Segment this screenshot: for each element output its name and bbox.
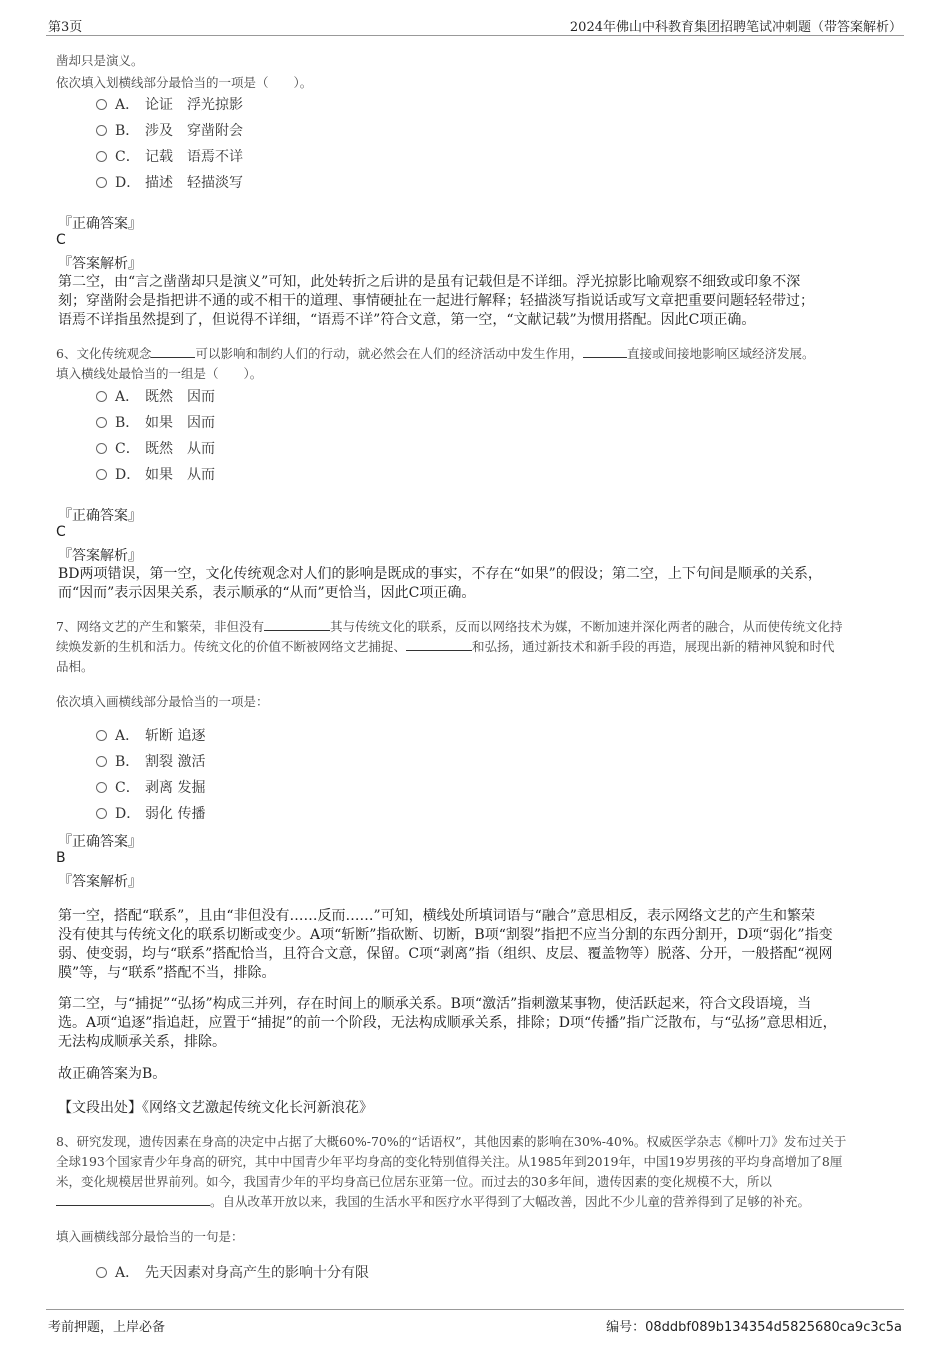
q8-blank <box>56 1194 210 1206</box>
q7-option-a[interactable]: A． 斩断 追逐 <box>96 725 205 745</box>
q5-analysis-label: 『答案解析』 <box>58 256 142 272</box>
q7-analysis-line: 选。A项“追逐”指追赶，应置于“捕捉”的前一个阶段，无法构成顺承关系，排除；D项“传播”指广泛散布，与“弘扬”意思相近， <box>58 1015 837 1031</box>
q7-analysis-line: 没有使其与传统文化的联系切断或变少。A项“斩断”指砍断、切断，B项“割裂”指把不应当分割的东西分割开，D项“弱化”指变 <box>58 927 833 943</box>
q7-analysis-line: 第一空，搭配“联系”，且由“非但没有……反而……”可知，横线处所填词语与“融合”意思相反，表示网络文艺的产生和繁荣 <box>58 908 815 924</box>
q6-stem: 6、文化传统观念 可以影响和制约人们的行动，就必然会在人们的经济活动中发生作用， 直接或间接地影响区域经济发展。 <box>56 346 815 361</box>
radio-icon[interactable] <box>96 730 107 741</box>
q7-option-d[interactable]: D． 弱化 传播 <box>96 803 205 823</box>
radio-icon[interactable] <box>96 99 107 110</box>
document-title: 2024年佛山中科教育集团招聘笔试冲刺题（带答案解析） <box>569 20 902 35</box>
q5-analysis-line: 语焉不详指虽然提到了，但说得不详细，“语焉不详”符合文意，第一空，“文献记载”为惯用搭配。因此C项正确。 <box>58 312 756 328</box>
radio-icon[interactable] <box>96 177 107 188</box>
q5-answer: C <box>56 232 66 248</box>
q7-analysis-line: 第二空，与“捕捉”“弘扬”构成三并列，存在时间上的顺承关系。B项“激活”指刺激某事物，使活跃起来，符合文段语境，当 <box>58 996 812 1012</box>
q7-stem-line: 7、网络文艺的产生和繁荣，非但没有 其与传统文化的联系，反而以网络技术为媒，不断加速并深化两者的融合，从而使传统文化持 <box>56 619 843 634</box>
q7-option-c[interactable]: C． 剥离 发掘 <box>96 777 205 797</box>
q7-answer-label: 『正确答案』 <box>58 834 142 850</box>
q5-option-c[interactable]: C． 记载 语焉不详 <box>96 146 243 166</box>
radio-icon[interactable] <box>96 808 107 819</box>
q7-answer: B <box>56 850 66 866</box>
q8-stem-line: 。自从改革开放以来，我国的生活水平和医疗水平得到了大幅改善，因此不少儿童的营养得到了足够的补充。 <box>56 1192 810 1210</box>
q8-stem-line: 全球193个国家青少年身高的研究，其中中国青少年平均身高的变化特别值得关注。从1985年到2019年，中国19岁男孩的平均身高增加了8厘 <box>56 1154 843 1169</box>
q7-stem-line: 续焕发新的生机和活力。传统文化的价值不断被网络文艺捕捉、 和弘扬，通过新技术和新手段的再造，展现出新的精神风貌和时代 <box>56 639 835 654</box>
q5-option-d[interactable]: D． 描述 轻描淡写 <box>96 172 243 192</box>
radio-icon[interactable] <box>96 443 107 454</box>
q7-option-b[interactable]: B． 割裂 激活 <box>96 751 205 771</box>
radio-icon[interactable] <box>96 469 107 480</box>
q6-blank-2 <box>583 346 627 358</box>
page-footer <box>46 1309 904 1335</box>
page-number: 第3页 <box>48 20 83 35</box>
footer-slogan: 考前押题，上岸必备 <box>48 1320 166 1335</box>
q7-analysis-label: 『答案解析』 <box>58 874 142 890</box>
q6-option-b[interactable]: B． 如果 因而 <box>96 412 215 432</box>
q6-option-a[interactable]: A． 既然 因而 <box>96 386 215 406</box>
q8-option-a[interactable]: A． 先天因素对身高产生的影响十分有限 <box>96 1262 369 1282</box>
q5-answer-label: 『正确答案』 <box>58 216 142 232</box>
q7-prompt: 依次填入画横线部分最恰当的一项是： <box>56 694 269 709</box>
q7-stem-line: 品相。 <box>56 659 94 674</box>
radio-icon[interactable] <box>96 782 107 793</box>
radio-icon[interactable] <box>96 391 107 402</box>
radio-icon[interactable] <box>96 756 107 767</box>
q5-prompt: 依次填入划横线部分最恰当的一项是（ ）。 <box>56 75 313 90</box>
radio-icon[interactable] <box>96 1267 107 1278</box>
q6-prompt: 填入横线处最恰当的一组是（ ）。 <box>56 366 263 381</box>
q5-analysis-line: 第二空，由“言之凿凿却只是演义”可知，此处转折之后讲的是虽有记载但是不详细。浮光掠影比喻观察不细致或印象不深 <box>58 274 801 290</box>
radio-icon[interactable] <box>96 151 107 162</box>
radio-icon[interactable] <box>96 125 107 136</box>
q8-prompt: 填入画横线部分最恰当的一句是： <box>56 1229 244 1244</box>
page-header <box>46 14 904 36</box>
q5-analysis-line: 刻；穿凿附会是指把讲不通的或不相干的道理、事情硬扯在一起进行解释；轻描淡写指说话或写文章把重要问题轻轻带过； <box>58 293 814 309</box>
q6-answer-label: 『正确答案』 <box>58 508 142 524</box>
q7-blank-1 <box>264 619 330 631</box>
document-code: 编号：08ddbf089b134354d5825680ca9c3c5a <box>606 1320 902 1335</box>
q6-answer: C <box>56 524 66 540</box>
q6-analysis-line: 而“因而”表示因果关系，表示顺承的“从而”更恰当，因此C项正确。 <box>58 585 476 601</box>
q8-stem-line: 米，变化规模居世界前列。如今，我国青少年的平均身高已位居东亚第一位。而过去的30多年间，遗传因素的变化规模不大，所以 <box>56 1174 772 1189</box>
q6-option-c[interactable]: C． 既然 从而 <box>96 438 215 458</box>
q5-stem-tail: 凿却只是演义。 <box>56 53 144 68</box>
q7-analysis-line: 无法构成顺承关系，排除。 <box>58 1034 226 1050</box>
q6-analysis-line: BD两项错误，第一空，文化传统观念对人们的影响是既成的事实，不存在“如果”的假设；第二空，上下句间是顺承的关系， <box>58 566 822 582</box>
radio-icon[interactable] <box>96 417 107 428</box>
q8-stem-line: 8、研究发现，遗传因素在身高的决定中占据了大概60%-70%的“话语权”，其他因素的影响在30%-40%。权威医学杂志《柳叶刀》发布过关于 <box>56 1134 847 1149</box>
q7-source: 【文段出处】《网络文艺激起传统文化长河新浪花》 <box>58 1100 373 1116</box>
q6-blank-1 <box>151 346 195 358</box>
q6-option-d[interactable]: D． 如果 从而 <box>96 464 215 484</box>
q7-blank-2 <box>406 639 472 651</box>
q7-analysis-line: 弱、使变弱，均与“联系”搭配恰当，且符合文意，保留。C项“剥离”指（组织、皮层、覆盖物等）脱落、分开，一般搭配“视网 <box>58 946 833 962</box>
q7-conclusion: 故正确答案为B。 <box>58 1066 167 1082</box>
q5-option-b[interactable]: B． 涉及 穿凿附会 <box>96 120 243 140</box>
q6-analysis-label: 『答案解析』 <box>58 548 142 564</box>
q5-option-a[interactable]: A． 论证 浮光掠影 <box>96 94 243 114</box>
q7-analysis-line: 膜”等，与“联系”搭配不当，排除。 <box>58 965 276 981</box>
